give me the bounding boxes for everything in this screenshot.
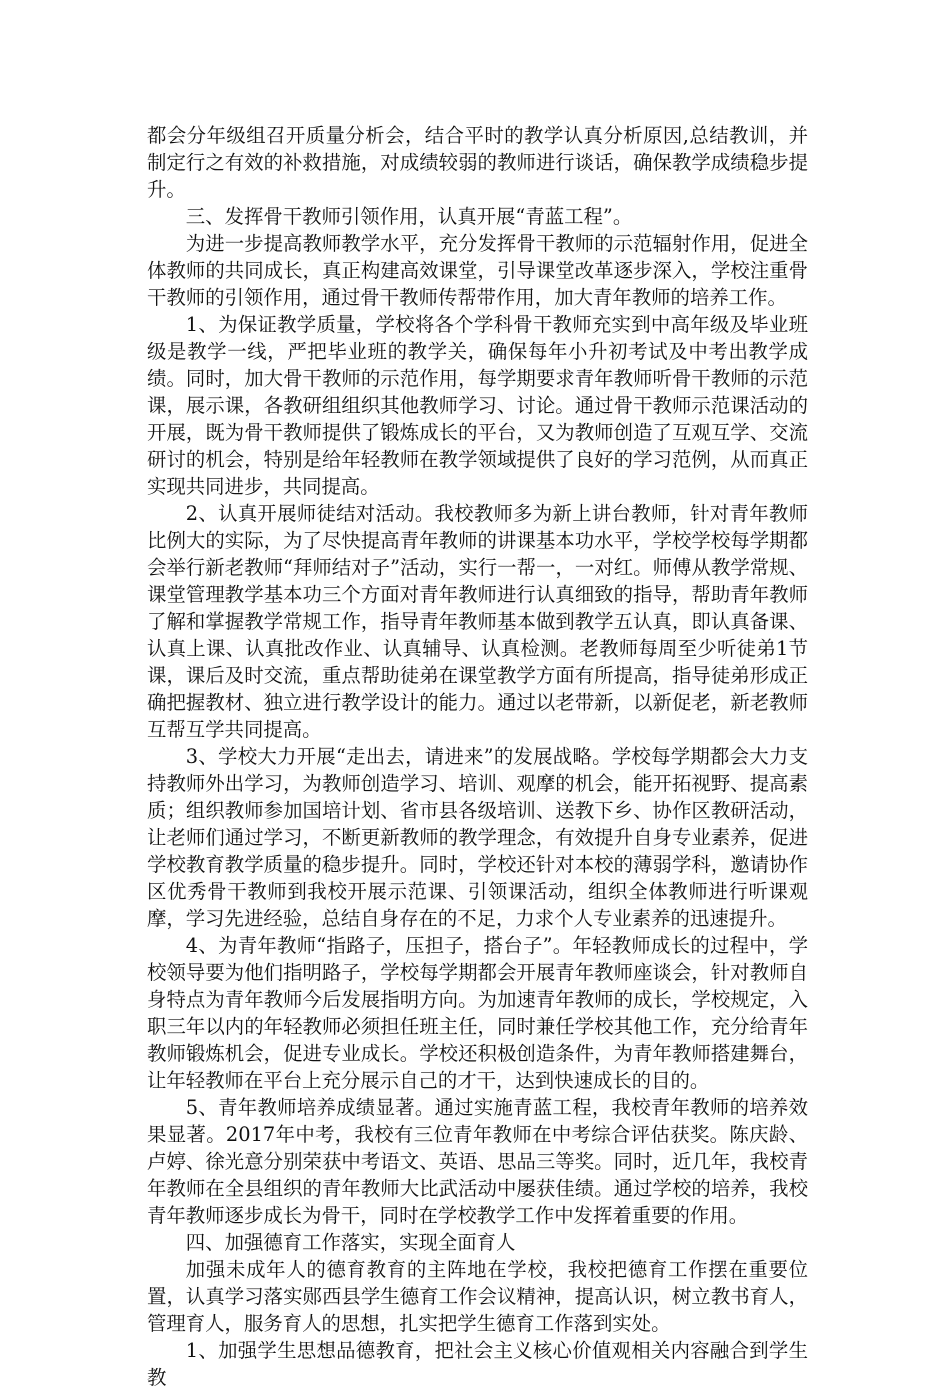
paragraph: 都会分年级组召开质量分析会，结合平时的教学认真分析原因,总结教训，并制定行之有效的补救措施，对成绩较弱的教师进行谈话，确保教学成绩稳步提升。 [147,124,808,201]
paragraph: 3、学校大力开展“走出去，请进来”的发展战略。学校每学期都会大力支持教师外出学习，为教师创造学习、培训、观摩的机会，能开拓视野、提高素质；组织教师参加国培计划、省市县各级培训、送教下乡、协作区教研活动，让老师们通过学习，不断更新教师的教学理念，有效提升自身专业素养，促进学校教育教学质量的稳步提升。同时，学校还针对本校的薄弱学科，邀请协作区优秀骨干教师到我校开展示范课、引领课活动，组织全体教师进行听课观摩，学习先进经验，总结自身存在的不足，力求个人专业素养的迅速提升。 [147,745,808,930]
paragraph: 1、为保证教学质量，学校将各个学科骨干教师充实到中高年级及毕业班级是教学一线，严把毕业班的教学关，确保每年小升初考试及中考出教学成绩。同时，加大骨干教师的示范作用，每学期要求青年教师听骨干教师的示范课，展示课，各教研组组织其他教师学习、讨论。通过骨干教师示范课活动的开展，既为骨干教师提供了锻炼成长的平台，又为教师创造了互观互学、交流研讨的机会，特别是给年轻教师在教学领域提供了良好的学习范例，从而真正实现共同进步，共同提高。 [147,313,808,498]
paragraph: 加强未成年人的德育教育的主阵地在学校，我校把德育工作摆在重要位置，认真学习落实郧西县学生德育工作会议精神，提高认识，树立教书育人，管理育人，服务育人的思想，扎实把学生德育工作落到实处。 [147,1258,808,1335]
paragraph: 为进一步提高教师教学水平，充分发挥骨干教师的示范辐射作用，促进全体教师的共同成长，真正构建高效课堂，引导课堂改革逐步深入，学校注重骨干教师的引领作用，通过骨干教师传帮带作用，加大青年教师的培养工作。 [147,232,808,309]
section-heading: 四、加强德育工作落实，实现全面育人 [185,1231,516,1254]
document-page [147,122,808,1391]
paragraph: 5、青年教师培养成绩显著。通过实施青蓝工程，我校青年教师的培养效果显著。2017年中考，我校有三位青年教师在中考综合评估获奖。陈庆龄、卢婷、徐光意分别荣获中考语文、英语、思品三等奖。同时，近几年，我校青年教师在全县组织的青年教师大比武活动中屡获佳绩。通过学校的培养，我校青年教师逐步成长为骨干，同时在学校教学工作中发挥着重要的作用。 [147,1096,808,1227]
paragraph: 1、加强学生思想品德教育，把社会主义核心价值观相关内容融合到学生教 [147,1339,808,1389]
paragraph: 4、为青年教师“指路子，压担子，搭台子”。年轻教师成长的过程中，学校领导要为他们指明路子，学校每学期都会开展青年教师座谈会，针对教师自身特点为青年教师今后发展指明方向。为加速青年教师的成长，学校规定，入职三年以内的年轻教师必须担任班主任，同时兼任学校其他工作，充分给青年教师锻炼机会，促进专业成长。学校还积极创造条件，为青年教师搭建舞台，让年轻教师在平台上充分展示自己的才干，达到快速成长的目的。 [147,934,808,1092]
paragraph: 2、认真开展师徒结对活动。我校教师多为新上讲台教师，针对青年教师比例大的实际，为了尽快提高青年教师的讲课基本功水平，学校学校每学期都会举行新老教师“拜师结对子”活动，实行一帮一，一对红。师傅从教学常规、课堂管理教学基本功三个方面对青年教师进行认真细致的指导，帮助青年教师了解和掌握教学常规工作，指导青年教师基本做到教学五认真，即认真备课、认真上课、认真批改作业、认真辅导、认真检测。老教师每周至少听徒弟1节课，课后及时交流，重点帮助徒弟在课堂教学方面有所提高，指导徒弟形成正确把握教材、独立进行教学设计的能力。通过以老带新，以新促老，新老教师互帮互学共同提高。 [147,502,808,741]
section-heading: 三、发挥骨干教师引领作用，认真开展“青蓝工程”。 [185,205,633,228]
